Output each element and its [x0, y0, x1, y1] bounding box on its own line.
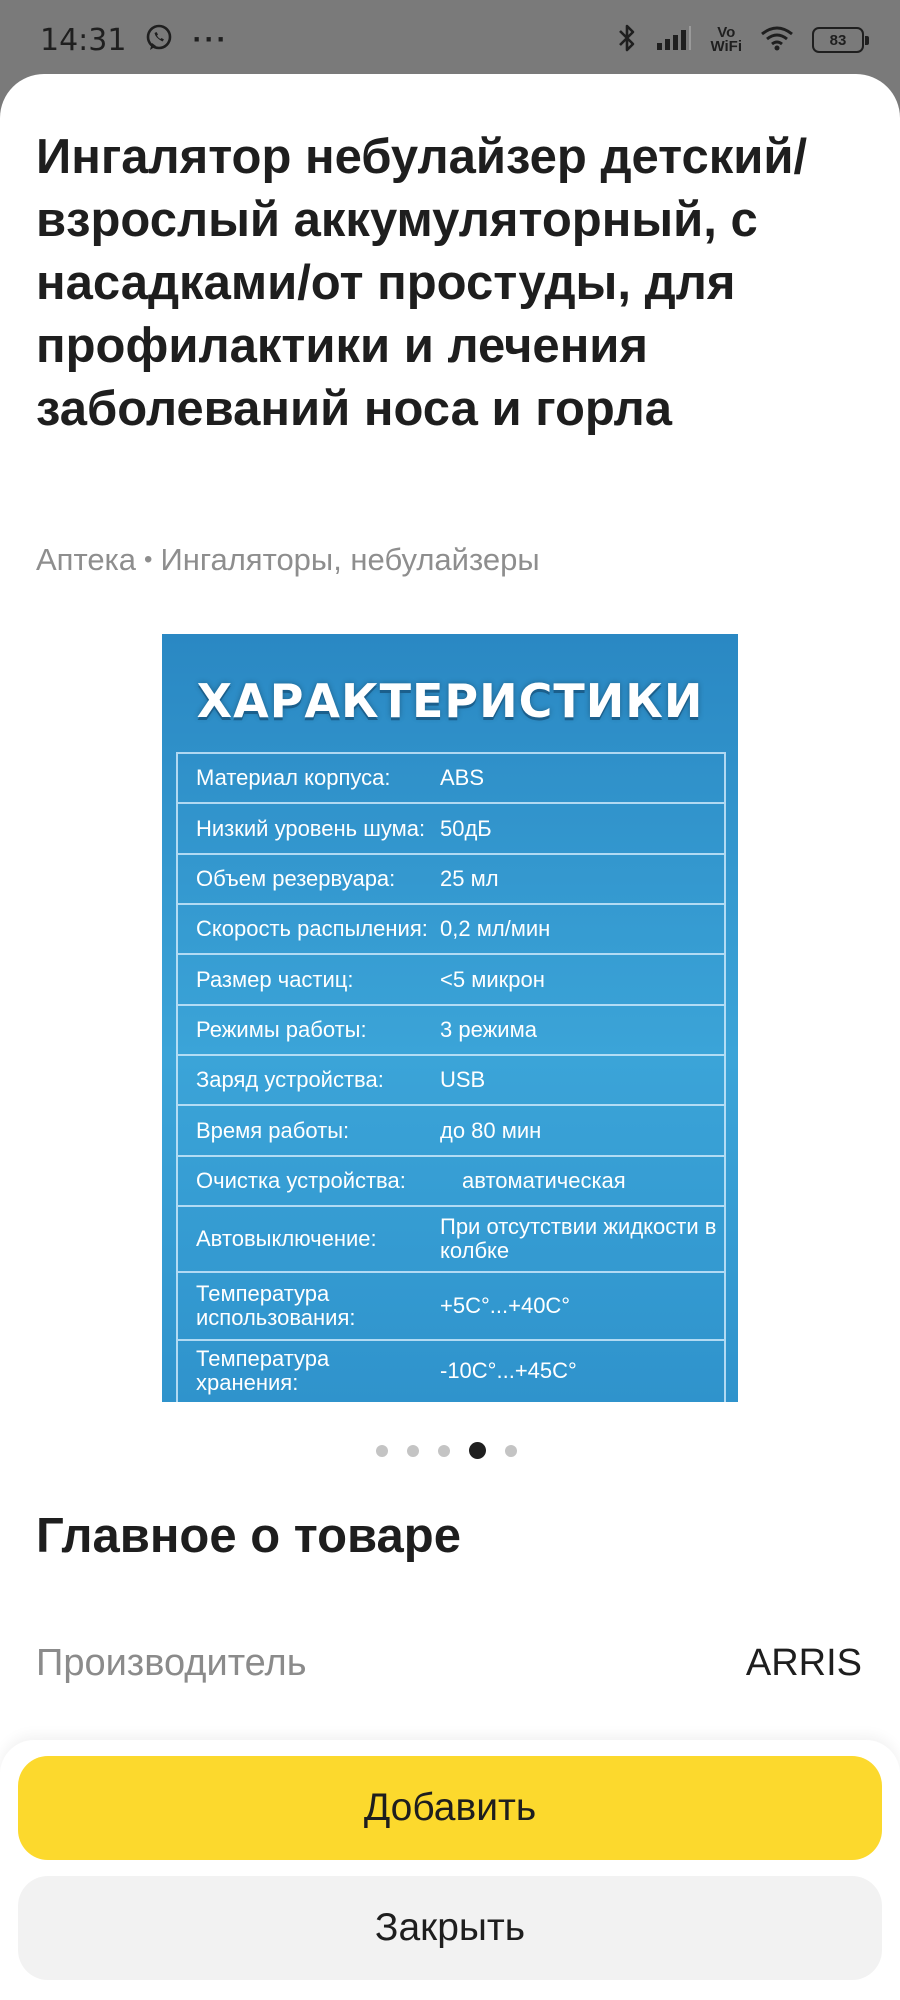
spec-key: Очистка устройства: [196, 1168, 406, 1193]
whatsapp-icon [144, 23, 174, 58]
spec-table [176, 752, 726, 1402]
attribute-row [36, 1642, 862, 1685]
spec-row [178, 1273, 724, 1341]
spec-key: Температура хранения: [196, 1346, 330, 1395]
image-heading: ХАРАКТЕРИСТИКИ [196, 674, 704, 728]
spec-row [178, 804, 724, 855]
spec-key: Размер частиц: [196, 966, 354, 992]
status-left [40, 23, 228, 58]
spec-row [178, 905, 724, 955]
spec-value: ABS [440, 765, 485, 790]
spec-value: +5C°...+40C° [440, 1293, 571, 1318]
spec-key: Время работы: [196, 1117, 350, 1143]
product-title: Ингалятор небулайзер детский/взрослый аккумуляторный, с насадками/от простуды, для профилактики и лечения заболеваний носа и горла [36, 130, 808, 436]
action-panel [0, 1740, 900, 2000]
product-sheet [0, 74, 900, 2000]
status-bar [0, 0, 900, 80]
spec-value: автоматическая [462, 1168, 626, 1193]
signal-icon [656, 25, 692, 56]
spec-key: Температура использования: [196, 1281, 356, 1330]
image-pager [0, 1442, 900, 1459]
main-info-title: Главное о товаре [36, 1509, 461, 1563]
spec-value: 3 режима [440, 1017, 537, 1042]
battery-icon [812, 27, 864, 53]
spec-row [178, 1056, 724, 1106]
spec-key: Низкий уровень шума: [196, 815, 426, 841]
breadcrumb [36, 542, 540, 578]
spec-value: 0,2 мл/мин [440, 916, 551, 941]
spec-value: 25 мл [440, 866, 499, 891]
spec-value: USB [440, 1067, 486, 1092]
breadcrumb-category[interactable]: Аптека [36, 542, 137, 577]
spec-key: Материал корпуса: [196, 765, 391, 790]
spec-key: Режимы работы: [196, 1017, 367, 1042]
pager-dot[interactable] [438, 1445, 450, 1457]
more-dots-icon: ··· [192, 23, 229, 56]
spec-row [178, 1157, 724, 1207]
spec-row [178, 1006, 724, 1056]
attribute-label: Производитель [36, 1642, 307, 1684]
status-right [616, 22, 864, 59]
breadcrumb-separator: • [144, 546, 153, 573]
product-image-carousel[interactable] [162, 634, 738, 1402]
spec-row [178, 1207, 724, 1273]
spec-key: Объем резервуара: [196, 866, 396, 891]
pager-dot[interactable] [505, 1445, 517, 1457]
spec-row [178, 955, 724, 1006]
pager-dot-active[interactable] [469, 1442, 486, 1459]
status-time: 14:31 [40, 22, 127, 58]
spec-value: -10C°...+45C° [440, 1358, 577, 1383]
spec-key: Скорость распыления: [196, 916, 428, 941]
vowifi-icon [710, 26, 742, 54]
spec-row [178, 855, 724, 905]
spec-row [178, 754, 724, 804]
close-button[interactable]: Закрыть [18, 1876, 882, 1980]
spec-value: <5 микрон [440, 966, 545, 992]
pager-dot[interactable] [407, 1445, 419, 1457]
spec-key: Заряд устройства: [196, 1067, 384, 1092]
pager-dot[interactable] [376, 1445, 388, 1457]
vowifi-bottom: WiFi [710, 38, 742, 55]
bluetooth-icon [616, 22, 638, 59]
spec-row [178, 1106, 724, 1157]
spec-key: Автовыключение: [196, 1226, 377, 1251]
spec-value: до 80 мин [440, 1117, 542, 1143]
spec-value: При отсутствии жидкости в колбке [440, 1214, 717, 1263]
add-button[interactable]: Добавить [18, 1756, 882, 1860]
attribute-value: ARRIS [745, 1642, 862, 1684]
wifi-icon [760, 25, 794, 56]
breadcrumb-subcategory[interactable]: Ингаляторы, небулайзеры [160, 542, 540, 577]
battery-level: 83 [829, 31, 847, 49]
spec-value: 50дБ [440, 815, 492, 841]
vowifi-top: Vo [717, 24, 736, 41]
spec-row [178, 1341, 724, 1401]
